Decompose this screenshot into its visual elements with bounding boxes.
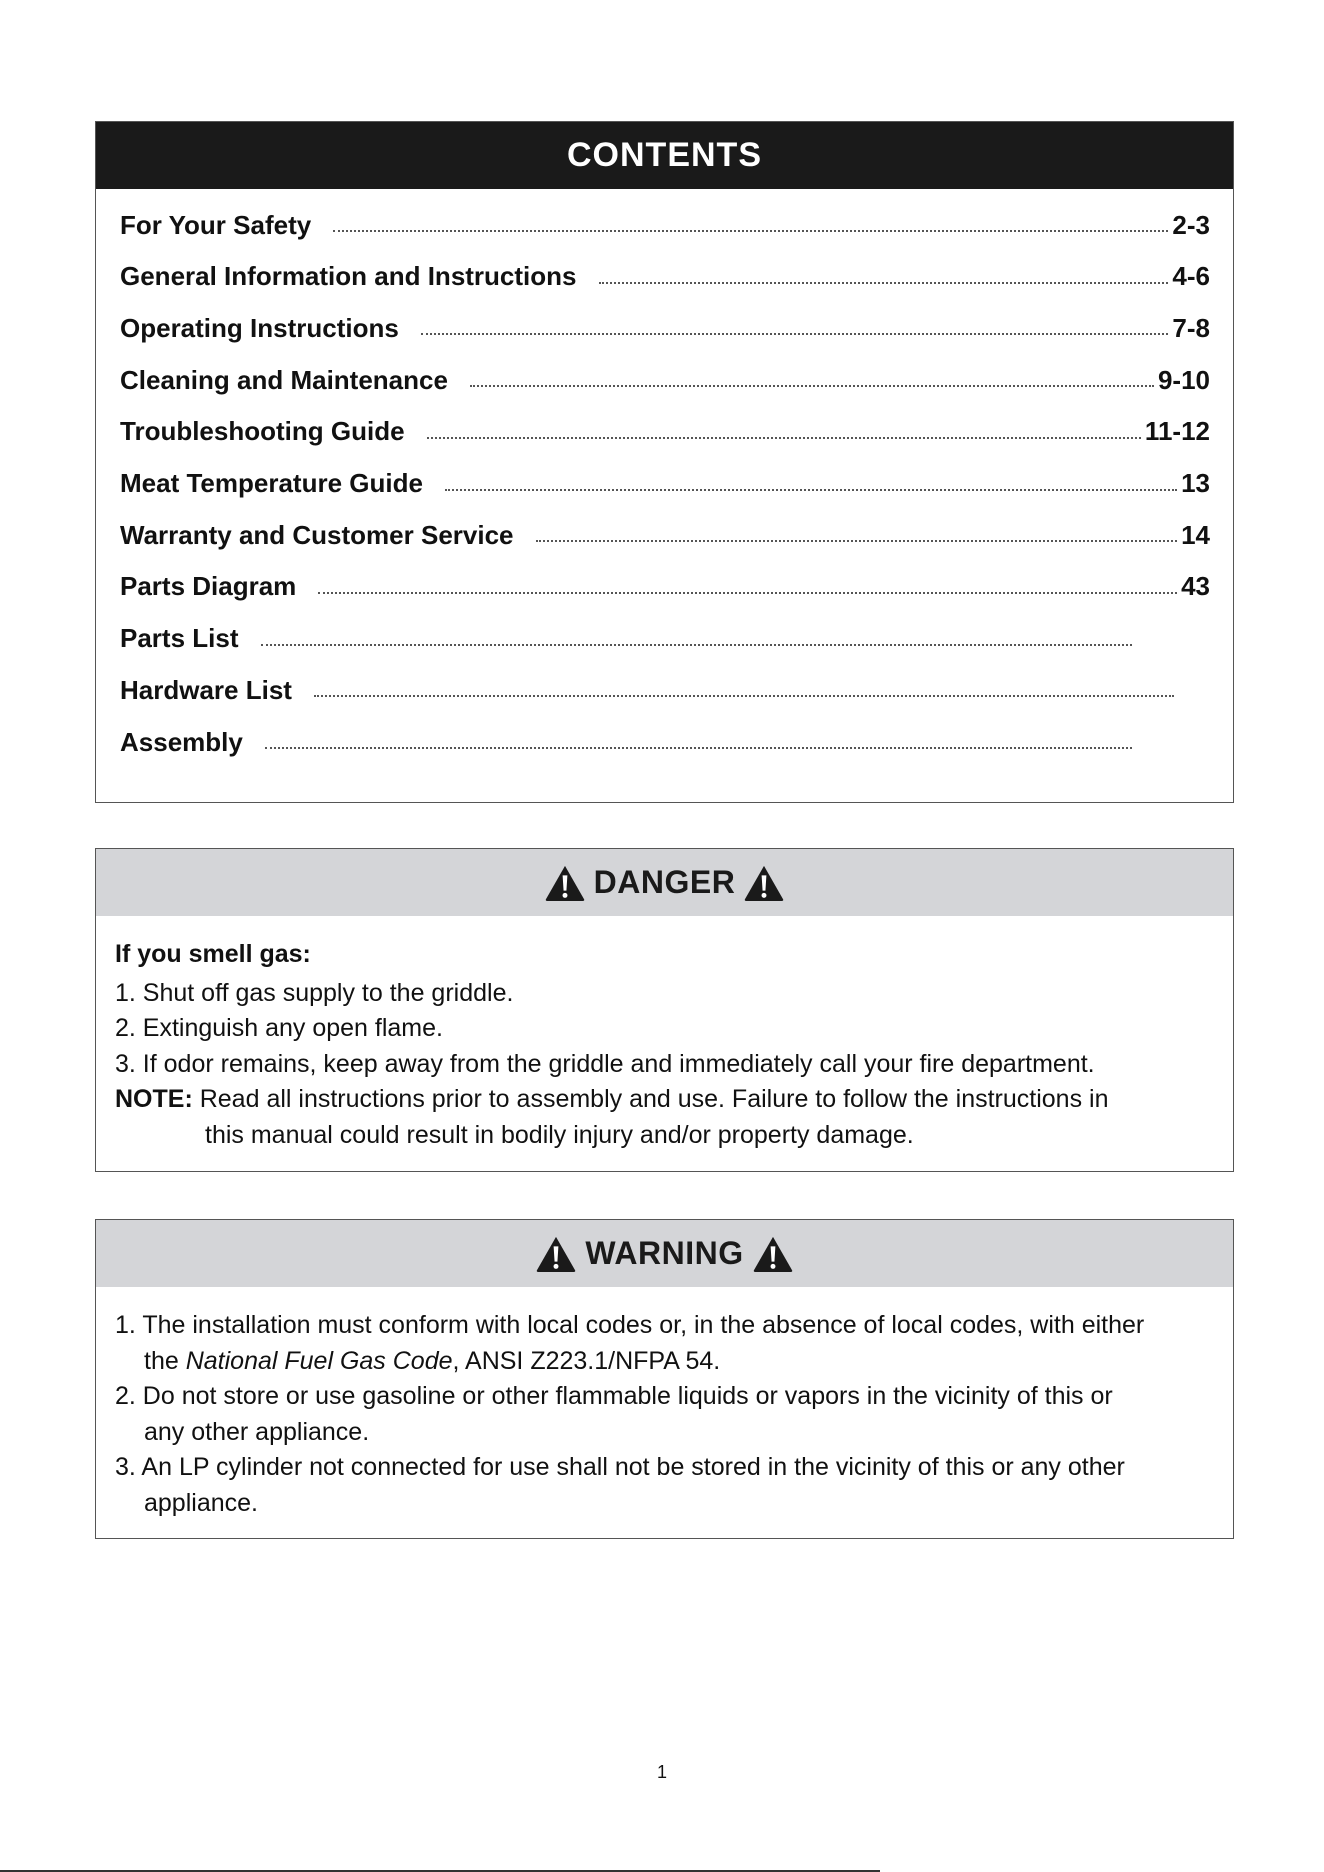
warning-item-cont: appliance. [144, 1488, 258, 1517]
danger-step: 3. If odor remains, keep away from the griddle and immediately call your fire department. [115, 1049, 1095, 1078]
toc-entry-title: General Information and Instructions [120, 261, 577, 292]
warning-triangle-icon [544, 864, 586, 902]
warning-header [96, 1220, 1233, 1287]
toc-entry-title: Meat Temperature Guide [120, 468, 423, 498]
dot-leader [333, 230, 1168, 232]
dot-leader [314, 695, 1174, 697]
toc-entry-page: 14 [1181, 519, 1210, 550]
dot-leader [445, 489, 1177, 491]
toc-entry-title: For Your Safety [120, 209, 312, 240]
dot-leader [318, 592, 1177, 594]
toc-entry[interactable] [120, 464, 1210, 504]
danger-step: 2. Extinguish any open flame. [115, 1014, 443, 1042]
warning-item: 3. An LP cylinder not connected for use shall not be stored in the vicinity of this or any other [115, 1453, 1125, 1481]
warning-item-cont: any other appliance. [144, 1417, 370, 1446]
warning-item: 2. Do not store or use gasoline or other flammable liquids or vapors in the vicinity of this or [115, 1382, 1113, 1410]
dot-leader [265, 747, 1132, 749]
danger-note [115, 1082, 1214, 1118]
warning-item-cont [115, 1344, 1214, 1380]
dot-leader [470, 385, 1154, 387]
danger-box [95, 848, 1234, 1172]
toc-entry-title: Assembly [120, 726, 243, 757]
toc-entry-title: Warranty and Customer Service [120, 519, 514, 550]
toc-entry[interactable] [120, 205, 1210, 245]
code-name: National Fuel Gas Code [185, 1346, 453, 1375]
warning-body [115, 1308, 1214, 1521]
toc-entry-page: 2-3 [1172, 209, 1210, 240]
dot-leader [599, 282, 1169, 284]
danger-step: 1. Shut off gas supply to the griddle. [115, 978, 514, 1007]
toc-entry-page: 9-10 [1157, 364, 1210, 395]
note-text: Read all instructions prior to assembly and use. Failure to follow the instructions in [192, 1085, 1109, 1113]
toc-entry[interactable] [120, 257, 1210, 297]
note-label: NOTE: [115, 1085, 193, 1113]
toc-entry-title: Parts List [120, 623, 239, 654]
dot-leader [427, 437, 1141, 439]
warning-item: 1. The installation must conform with local codes or, in the absence of local codes, with either [115, 1311, 1145, 1339]
danger-note-cont: this manual could result in bodily injury and/or property damage. [205, 1120, 914, 1149]
toc-entry-page: 43 [1181, 571, 1210, 602]
toc-entry[interactable] [120, 722, 1210, 762]
dot-leader [421, 333, 1169, 335]
danger-title: DANGER [593, 864, 736, 900]
toc-entry[interactable] [120, 515, 1210, 555]
toc-entry-page: 11-12 [1144, 416, 1210, 447]
page-number: 1 [656, 1762, 667, 1782]
toc-entry[interactable] [120, 670, 1210, 710]
toc-entry-title: Troubleshooting Guide [120, 416, 405, 447]
toc-entry-title: Cleaning and Maintenance [120, 364, 448, 395]
toc-entry-page: 13 [1181, 468, 1210, 498]
toc-entry-page: 4-6 [1172, 261, 1210, 292]
toc-entry-page: 7-8 [1172, 312, 1210, 343]
toc-entry[interactable] [120, 619, 1210, 659]
warning-triangle-icon [743, 864, 785, 902]
contents-header [96, 122, 1233, 189]
toc-entry[interactable] [120, 567, 1210, 607]
dot-leader [536, 540, 1178, 542]
toc-entry-title: Parts Diagram [120, 571, 297, 602]
text: the [144, 1346, 186, 1375]
toc-entry[interactable] [120, 412, 1210, 452]
dot-leader [261, 644, 1133, 646]
contents-title: CONTENTS [567, 136, 762, 174]
toc-entry[interactable] [120, 360, 1210, 400]
danger-lead: If you smell gas: [115, 940, 311, 968]
warning-triangle-icon [535, 1235, 577, 1273]
danger-header [96, 849, 1233, 916]
text: , ANSI Z223.1/NFPA 54. [452, 1346, 721, 1375]
warning-box [95, 1219, 1234, 1539]
toc-entry[interactable] [120, 308, 1210, 348]
toc-entry-title: Operating Instructions [120, 312, 399, 343]
warning-title: WARNING [585, 1235, 744, 1271]
contents-box [95, 121, 1234, 803]
toc-entry-title: Hardware List [120, 674, 292, 705]
danger-body [115, 937, 1214, 1153]
warning-triangle-icon [752, 1235, 794, 1273]
